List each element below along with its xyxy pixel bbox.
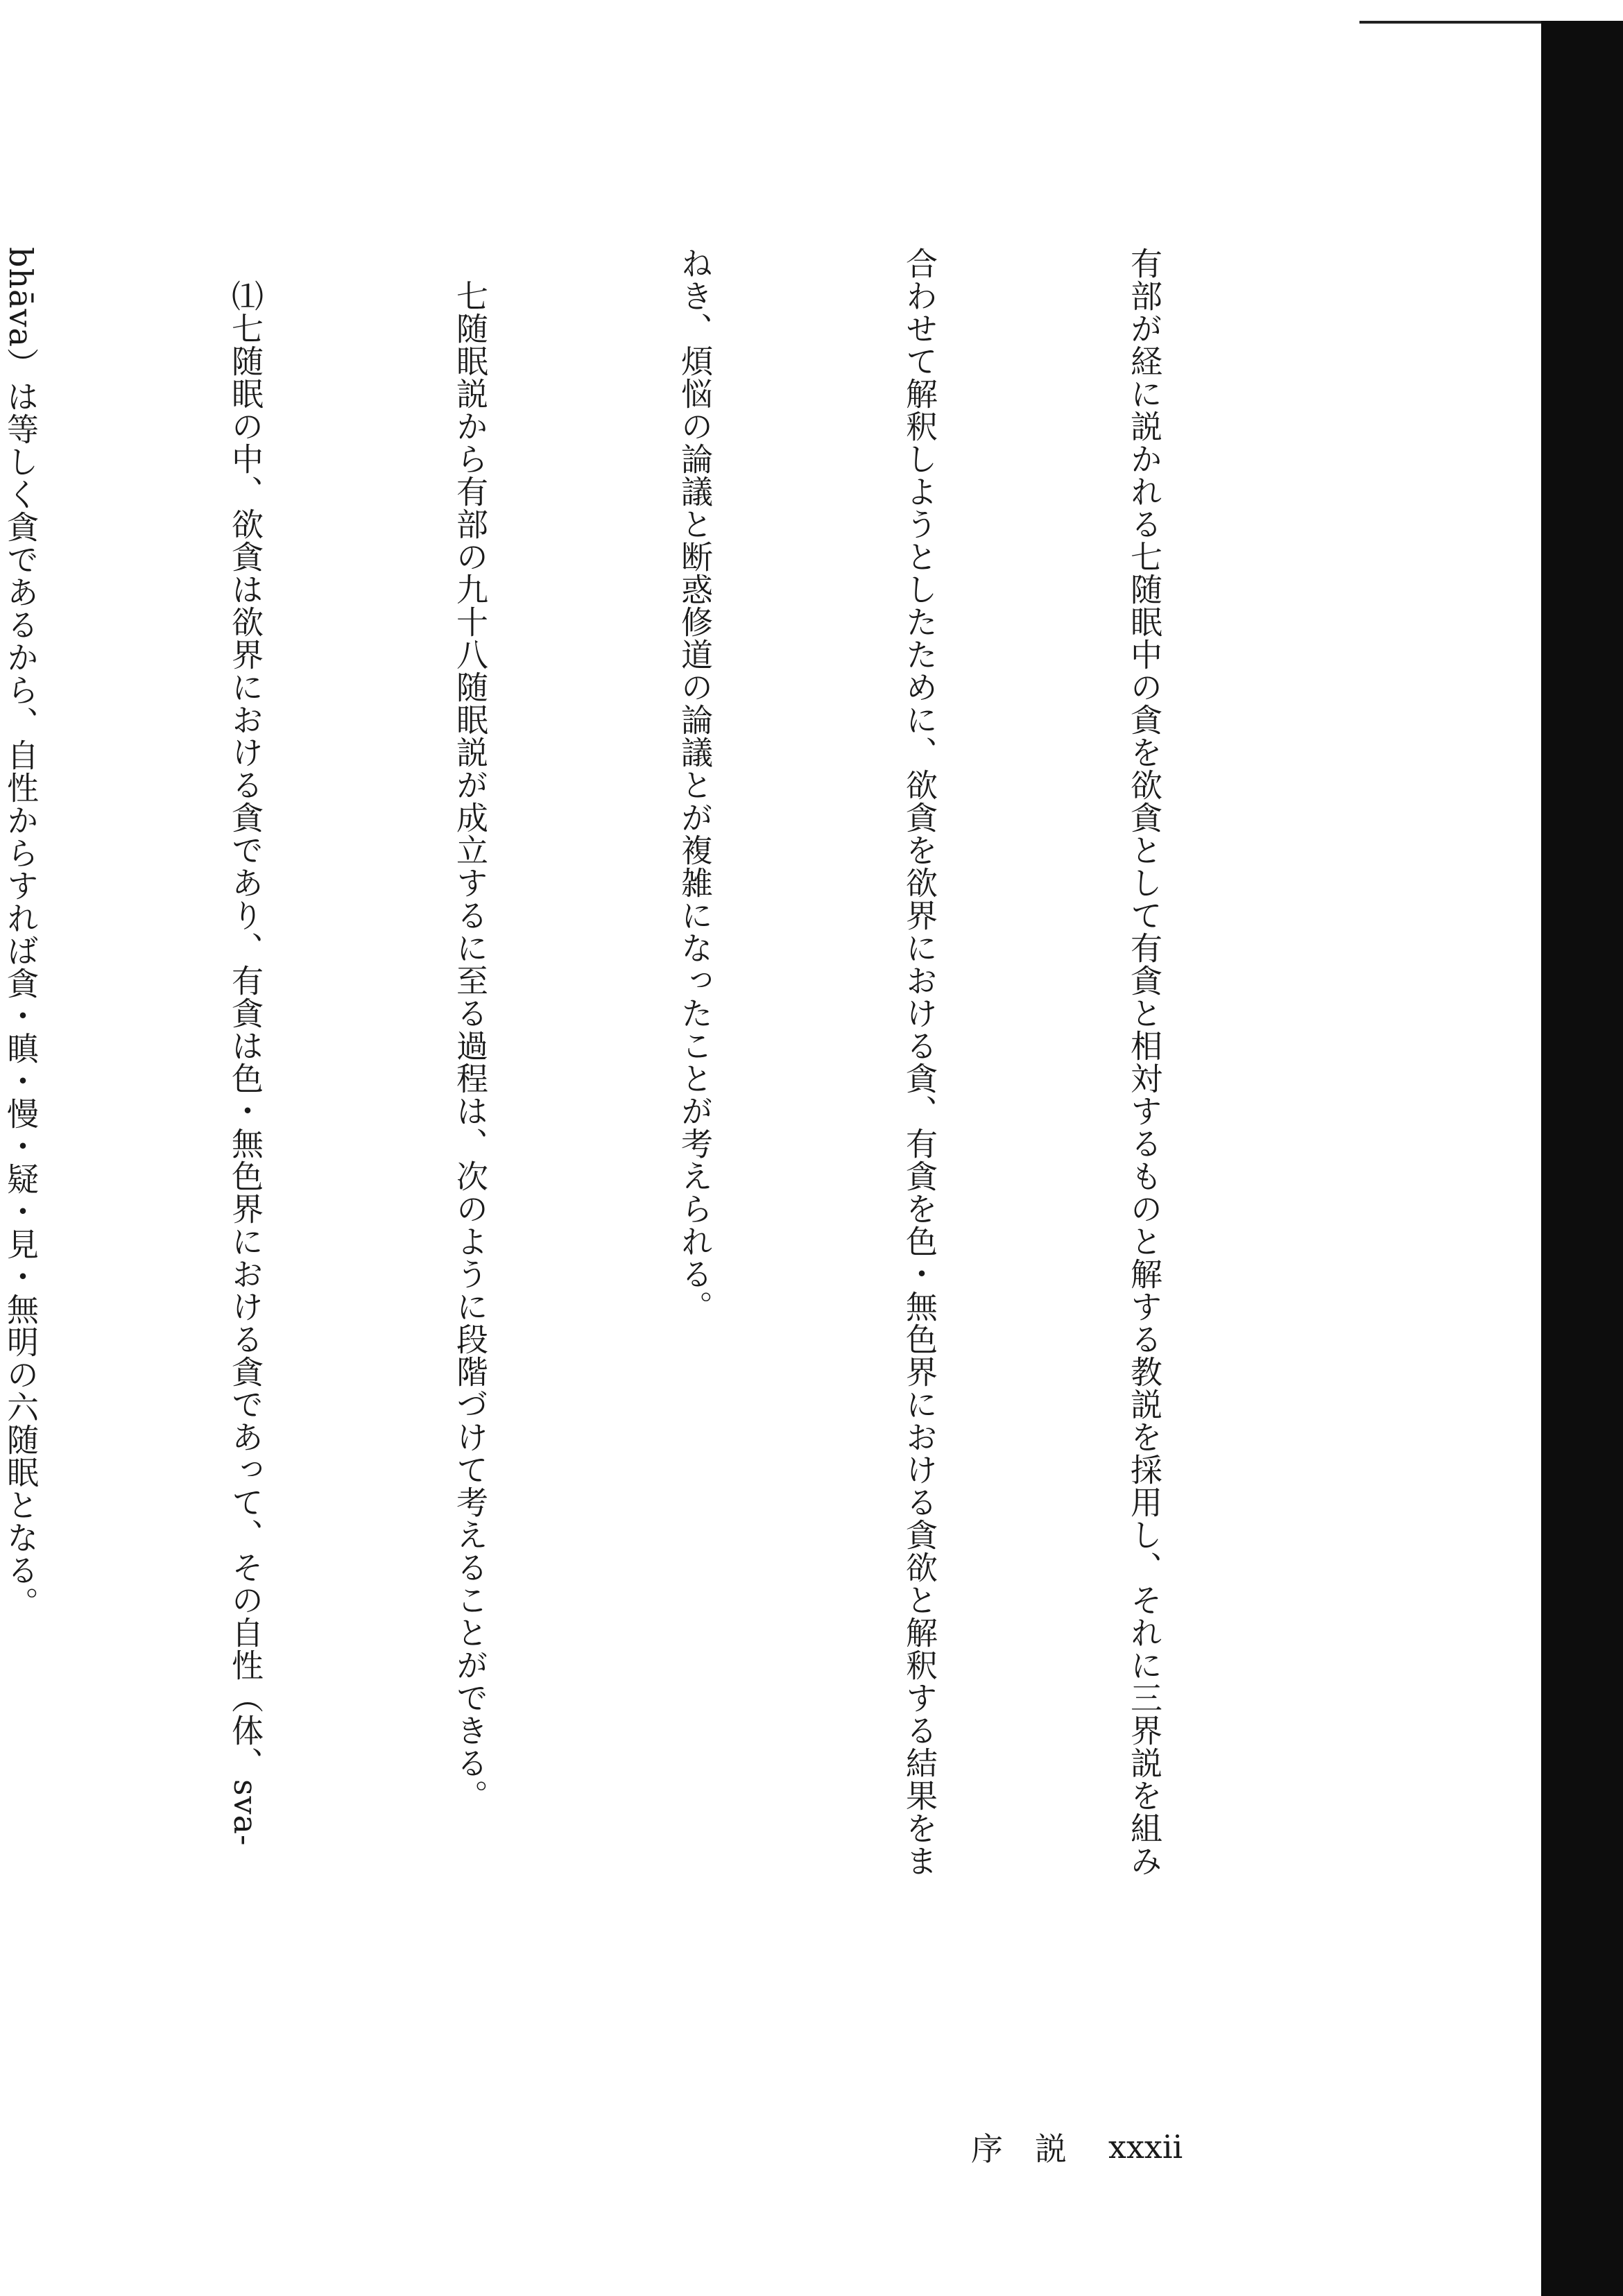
page-footer	[971, 2123, 1332, 2171]
running-title: 序 説	[971, 2130, 1067, 2168]
paragraph-line: 有部が経に説かれる七随眠中の貪を欲貪として有貪と相対するものと解する教説を採用し、それに三界説を組み	[1126, 247, 1163, 1877]
scan-edge-bar	[1541, 21, 1623, 2296]
paragraph-line: 七随眠説から有部の九十八随眠説が成立するに至る過程は、次のように段階づけて考えることができる。	[452, 247, 489, 1812]
paragraph-line: ねき、煩悩の論議と断惑修道の論議とが複雑になったことが考えられる。	[676, 247, 714, 1323]
paragraph-line: 合わせて解釈しようとしたために、欲貪を欲界における貪、有貪を色・無色界における貪欲と解釈する結果をま	[901, 247, 938, 1877]
body-text	[0, 247, 1332, 1953]
page-number: xxxii	[1108, 2128, 1183, 2166]
paragraph-line: bhāva）は等しく貪であるから、自性からすれば貪・瞋・慢・疑・見・無明の六随眠となる。	[2, 247, 40, 1619]
scan-edge-line	[1359, 21, 1541, 24]
paragraph-line: ⑴七随眠の中、欲貪は欲界における貪であり、有貪は色・無色界における貪であって、その自性（体、sva-	[227, 247, 264, 1847]
